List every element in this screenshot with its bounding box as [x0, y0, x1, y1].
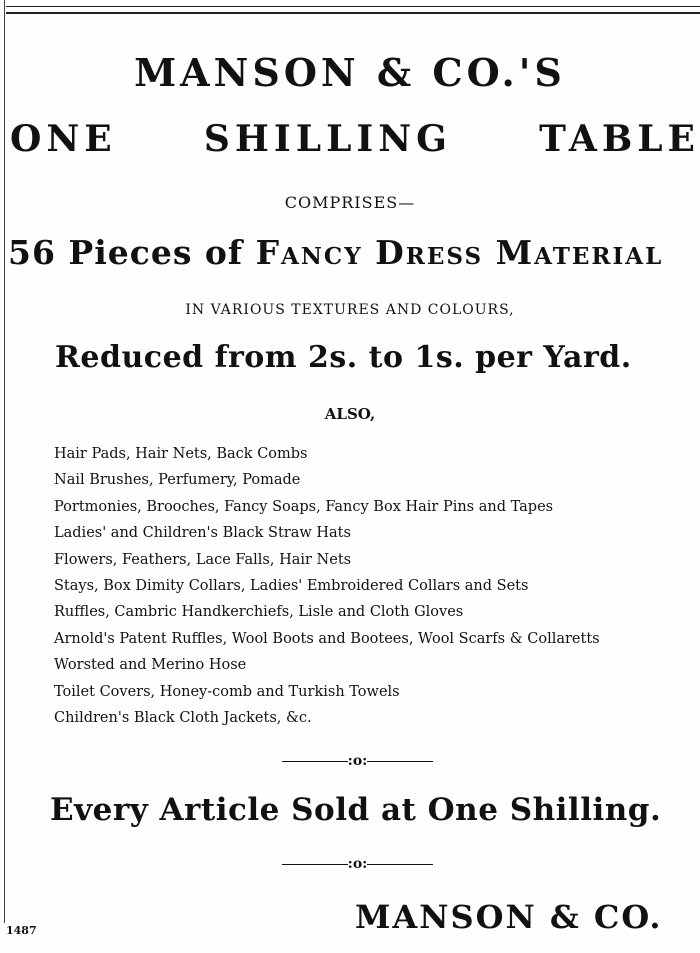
divider-mark: :o: [347, 753, 368, 769]
reduced-price-heading: Reduced from 2s. to 1s. per Yard. [55, 340, 632, 375]
list-item: Flowers, Feathers, Lace Falls, Hair Nets [54, 551, 352, 568]
advert-reference-number: 1487 [6, 924, 37, 937]
divider-ornament [270, 856, 445, 872]
list-item: Children's Black Cloth Jackets, &c. [54, 709, 312, 726]
every-article-heading: Every Article Sold at One Shilling. [50, 792, 662, 828]
top-rule-thick [6, 12, 700, 14]
textures-text: IN VARIOUS TEXTURES AND COLOURS, [185, 302, 515, 318]
list-item: Arnold's Patent Ruffles, Wool Boots and Bootees, Wool Scarfs & Collaretts [54, 630, 600, 647]
list-item: Ruffles, Cambric Handkerchiefs, Lisle and Cloth Gloves [54, 604, 464, 621]
list-item: Hair Pads, Hair Nets, Back Combs [54, 446, 308, 462]
top-rule-thin [6, 6, 700, 7]
divider-bar-right [367, 864, 433, 865]
list-item: Worsted and Merino Hose [54, 657, 247, 674]
footer-company-name: MANSON & CO. [355, 898, 663, 936]
pieces-heading [8, 233, 700, 272]
divider-bar-right [367, 761, 433, 762]
subtitle-word-one: ONE [10, 118, 117, 160]
divider-mark: :o: [347, 856, 368, 872]
divider-bar-left [282, 761, 348, 762]
subtitle-word-table: TABLE [539, 118, 700, 160]
left-column-rule [4, 0, 5, 923]
divider-ornament [270, 753, 445, 769]
advert-subtitle [10, 118, 700, 160]
pieces-word-fancy: Fancy [255, 233, 363, 272]
list-item: Nail Brushes, Perfumery, Pomade [54, 472, 301, 489]
subtitle-word-shilling: SHILLING [203, 118, 452, 160]
list-item: Ladies' and Children's Black Straw Hats [54, 525, 351, 542]
comprises-text: COMPRISES— [284, 193, 416, 212]
pieces-word-dress: Dress [375, 233, 484, 272]
item-list [54, 441, 600, 731]
list-item: Stays, Box Dimity Collars, Ladies' Embroidered Collars and Sets [54, 577, 529, 594]
also-text: ALSO, [324, 405, 376, 423]
pieces-word-material: Material [495, 233, 664, 272]
divider-bar-left [282, 864, 348, 865]
pieces-lead: 56 Pieces of [8, 233, 256, 272]
list-item: Portmonies, Brooches, Fancy Soaps, Fancy Box Hair Pins and Tapes [54, 498, 554, 515]
advert-title: MANSON & CO.'S [134, 50, 566, 95]
list-item: Toilet Covers, Honey-comb and Turkish Towels [54, 683, 400, 700]
